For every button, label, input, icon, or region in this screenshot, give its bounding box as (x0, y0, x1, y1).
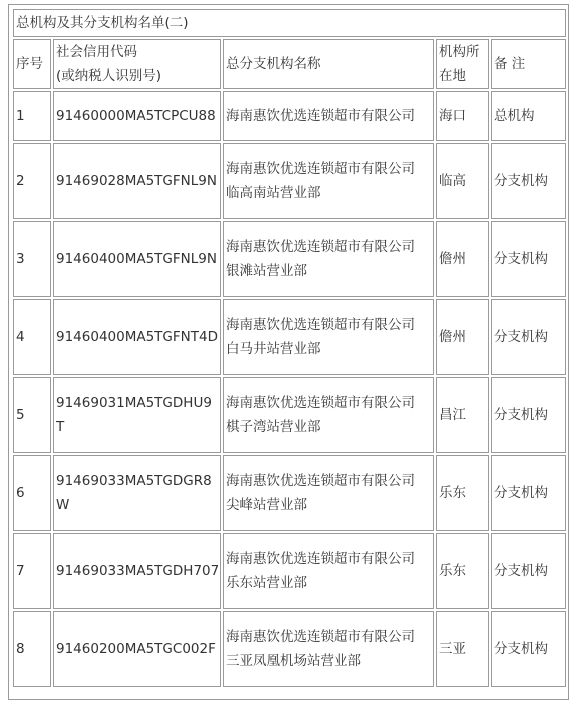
row-remark: 分支机构 (491, 377, 566, 453)
table-row (13, 299, 566, 375)
table-row (13, 611, 566, 687)
table-row (13, 221, 566, 297)
row-index: 4 (13, 299, 51, 375)
row-index: 5 (13, 377, 51, 453)
table-row (13, 91, 566, 141)
table-caption: 总机构及其分支机构名单(二) (13, 9, 566, 37)
row-location: 昌江 (436, 377, 489, 453)
row-name (223, 143, 434, 219)
header-index: 序号 (13, 39, 51, 89)
row-company-name: 海南惠饮优选连锁超市有限公司 (226, 473, 415, 489)
row-location: 乐东 (436, 533, 489, 609)
table-row (13, 533, 566, 609)
table-row (13, 377, 566, 453)
row-location: 乐东 (436, 455, 489, 531)
row-branch-name: 银滩站营业部 (226, 263, 307, 279)
row-company-name: 海南惠饮优选连锁超市有限公司 (226, 551, 415, 567)
row-location: 海口 (436, 91, 489, 141)
row-remark: 分支机构 (491, 299, 566, 375)
row-company-name: 海南惠饮优选连锁超市有限公司 (226, 108, 415, 124)
header-code-line2: (或纳税人识别号) (56, 68, 162, 84)
row-name (223, 91, 434, 141)
row-index: 2 (13, 143, 51, 219)
row-remark: 总机构 (491, 91, 566, 141)
row-index: 3 (13, 221, 51, 297)
row-location: 儋州 (436, 299, 489, 375)
table-row (13, 143, 566, 219)
row-index: 7 (13, 533, 51, 609)
row-remark: 分支机构 (491, 455, 566, 531)
row-branch-name: 乐东站营业部 (226, 575, 307, 591)
table-container (8, 4, 569, 700)
header-code-line1: 社会信用代码 (56, 44, 137, 60)
row-company-name: 海南惠饮优选连锁超市有限公司 (226, 395, 415, 411)
row-remark: 分支机构 (491, 143, 566, 219)
row-index: 6 (13, 455, 51, 531)
row-remark: 分支机构 (491, 533, 566, 609)
row-index: 8 (13, 611, 51, 687)
row-remark: 分支机构 (491, 611, 566, 687)
header-location: 机构所在地 (436, 39, 489, 89)
row-index: 1 (13, 91, 51, 141)
row-branch-name: 棋子湾站营业部 (226, 419, 321, 435)
table-row (13, 455, 566, 531)
row-code: 91469028MA5TGFNL9N (53, 143, 221, 219)
branch-list-table (11, 7, 568, 689)
row-branch-name: 三亚凤凰机场站营业部 (226, 653, 361, 669)
header-name: 总分支机构名称 (223, 39, 434, 89)
row-code: 91469033MA5TGDH707 (53, 533, 221, 609)
row-name (223, 455, 434, 531)
row-location: 临高 (436, 143, 489, 219)
row-company-name: 海南惠饮优选连锁超市有限公司 (226, 629, 415, 645)
row-code: 91469033MA5TGDGR8W (53, 455, 221, 531)
row-code: 91460400MA5TGFNT4D (53, 299, 221, 375)
row-company-name: 海南惠饮优选连锁超市有限公司 (226, 239, 415, 255)
row-location: 儋州 (436, 221, 489, 297)
header-remark: 备 注 (491, 39, 566, 89)
row-branch-name: 白马井站营业部 (226, 341, 321, 357)
row-name (223, 299, 434, 375)
row-branch-name: 尖峰站营业部 (226, 497, 307, 513)
row-code: 91469031MA5TGDHU9T (53, 377, 221, 453)
row-location: 三亚 (436, 611, 489, 687)
row-name (223, 221, 434, 297)
row-company-name: 海南惠饮优选连锁超市有限公司 (226, 317, 415, 333)
table-header-row (13, 39, 566, 89)
row-name (223, 533, 434, 609)
row-name (223, 377, 434, 453)
row-remark: 分支机构 (491, 221, 566, 297)
row-name (223, 611, 434, 687)
row-company-name: 海南惠饮优选连锁超市有限公司 (226, 161, 415, 177)
row-code: 91460200MA5TGC002F (53, 611, 221, 687)
row-code: 91460400MA5TGFNL9N (53, 221, 221, 297)
header-code (53, 39, 221, 89)
row-code: 91460000MA5TCPCU88 (53, 91, 221, 141)
row-branch-name: 临高南站营业部 (226, 185, 321, 201)
